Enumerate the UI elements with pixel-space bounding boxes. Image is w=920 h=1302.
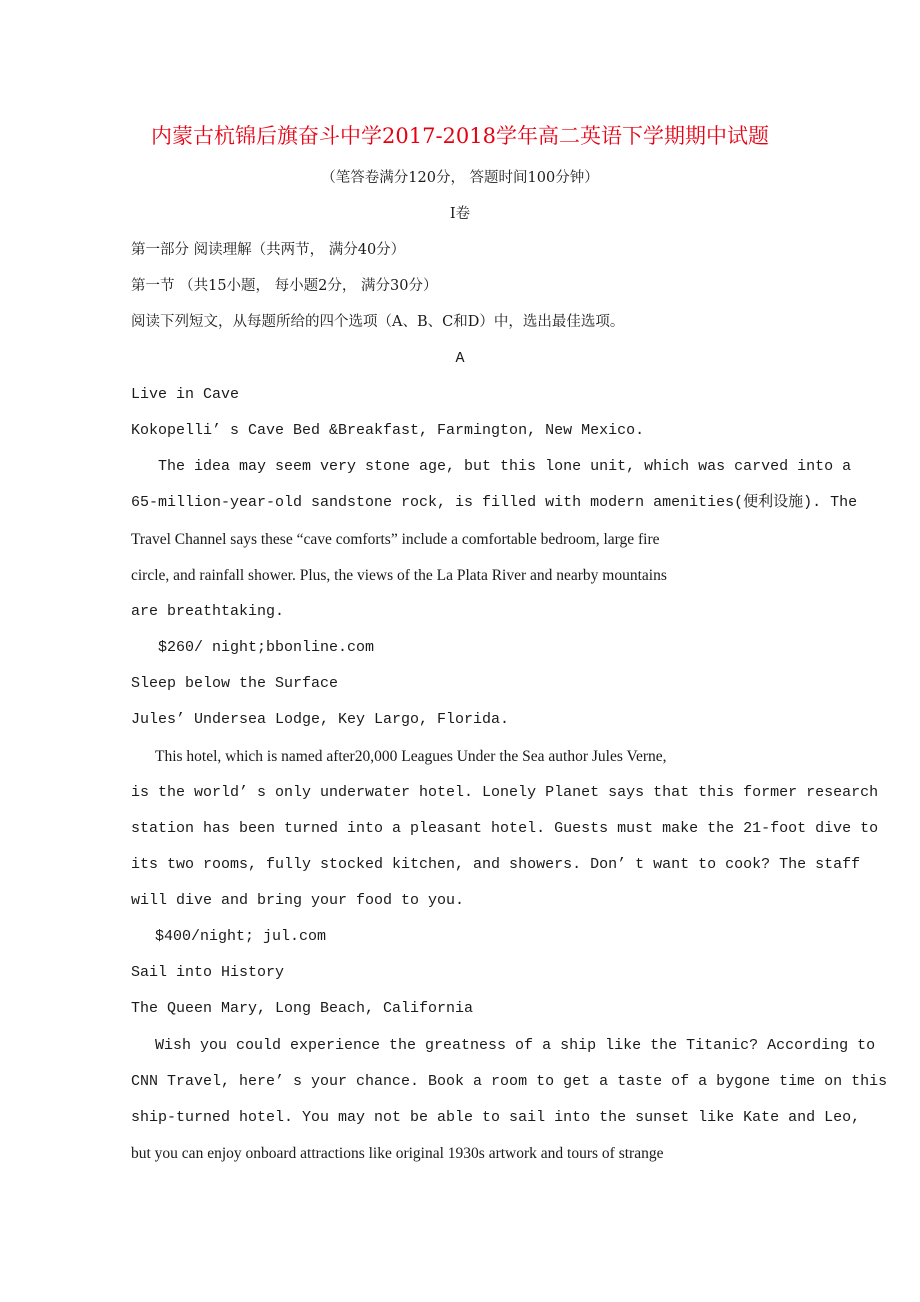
entry-body-line: is the world’ s only underwater hotel. Lonely Planet says that this former research bbox=[131, 784, 879, 801]
entry-body-line: ship-turned hotel. You may not be able to sail into the sunset like Kate and Leo, bbox=[131, 1109, 861, 1126]
exam-info: （笔答卷满分120分， 答题时间100分钟） bbox=[321, 170, 599, 186]
entry-location: The Queen Mary, Long Beach, California bbox=[131, 1000, 474, 1017]
entry-body-line: are breathtaking. bbox=[131, 603, 285, 620]
entry-body-line: will dive and bring your food to you. bbox=[131, 892, 465, 909]
entry-heading: Sail into History bbox=[131, 964, 285, 981]
entry-body-line: 65-million-year-old sandstone rock, is filled with modern amenities(便利设施). The bbox=[131, 494, 858, 511]
entry-heading: Sleep below the Surface bbox=[131, 675, 339, 692]
volume-label: Ⅰ卷 bbox=[449, 206, 471, 222]
entry-body-line: but you can enjoy onboard attractions like original 1930s artwork and tours of strange bbox=[131, 1145, 664, 1162]
entry-body-line: Wish you could experience the greatness of a ship like the Titanic? According to bbox=[155, 1037, 876, 1054]
entry-body-line: circle, and rainfall shower. Plus, the views of the La Plata River and nearby mountains bbox=[131, 567, 667, 584]
entry-body-line: Travel Channel says these “cave comforts” include a comfortable bedroom, large fire bbox=[131, 531, 660, 548]
entry-body-line: its two rooms, fully stocked kitchen, and showers. Don’ t want to cook? The staff bbox=[131, 856, 861, 873]
entry-price: $400/night; jul.com bbox=[155, 928, 327, 945]
entry-heading: Live in Cave bbox=[131, 386, 240, 403]
instructions: 阅读下列短文，从每题所给的四个选项（A、B、C和D）中，选出最佳选项。 bbox=[131, 314, 625, 330]
entry-price: $260/ night;bbonline.com bbox=[158, 639, 375, 656]
entry-body-line: The idea may seem very stone age, but this lone unit, which was carved into a bbox=[158, 458, 852, 475]
document-title: 内蒙古杭锦后旗奋斗中学2017-2018学年高二英语下学期期中试题 bbox=[151, 124, 769, 148]
section-heading: 第一节 （共15小题， 每小题2分， 满分30分） bbox=[131, 278, 438, 294]
entry-location: Kokopelli’ s Cave Bed &Breakfast, Farmington, New Mexico. bbox=[131, 422, 645, 439]
passage-label: A bbox=[455, 350, 465, 367]
entry-location: Jules’ Undersea Lodge, Key Largo, Florida. bbox=[131, 711, 510, 728]
entry-body-line: CNN Travel, here’ s your chance. Book a room to get a taste of a bygone time on this bbox=[131, 1073, 888, 1090]
entry-body-line: This hotel, which is named after20,000 Leagues Under the Sea author Jules Verne, bbox=[155, 748, 667, 765]
entry-body-line: station has been turned into a pleasant hotel. Guests must make the 21-foot dive to bbox=[131, 820, 879, 837]
part-heading: 第一部分 阅读理解（共两节， 满分40分） bbox=[131, 242, 406, 258]
